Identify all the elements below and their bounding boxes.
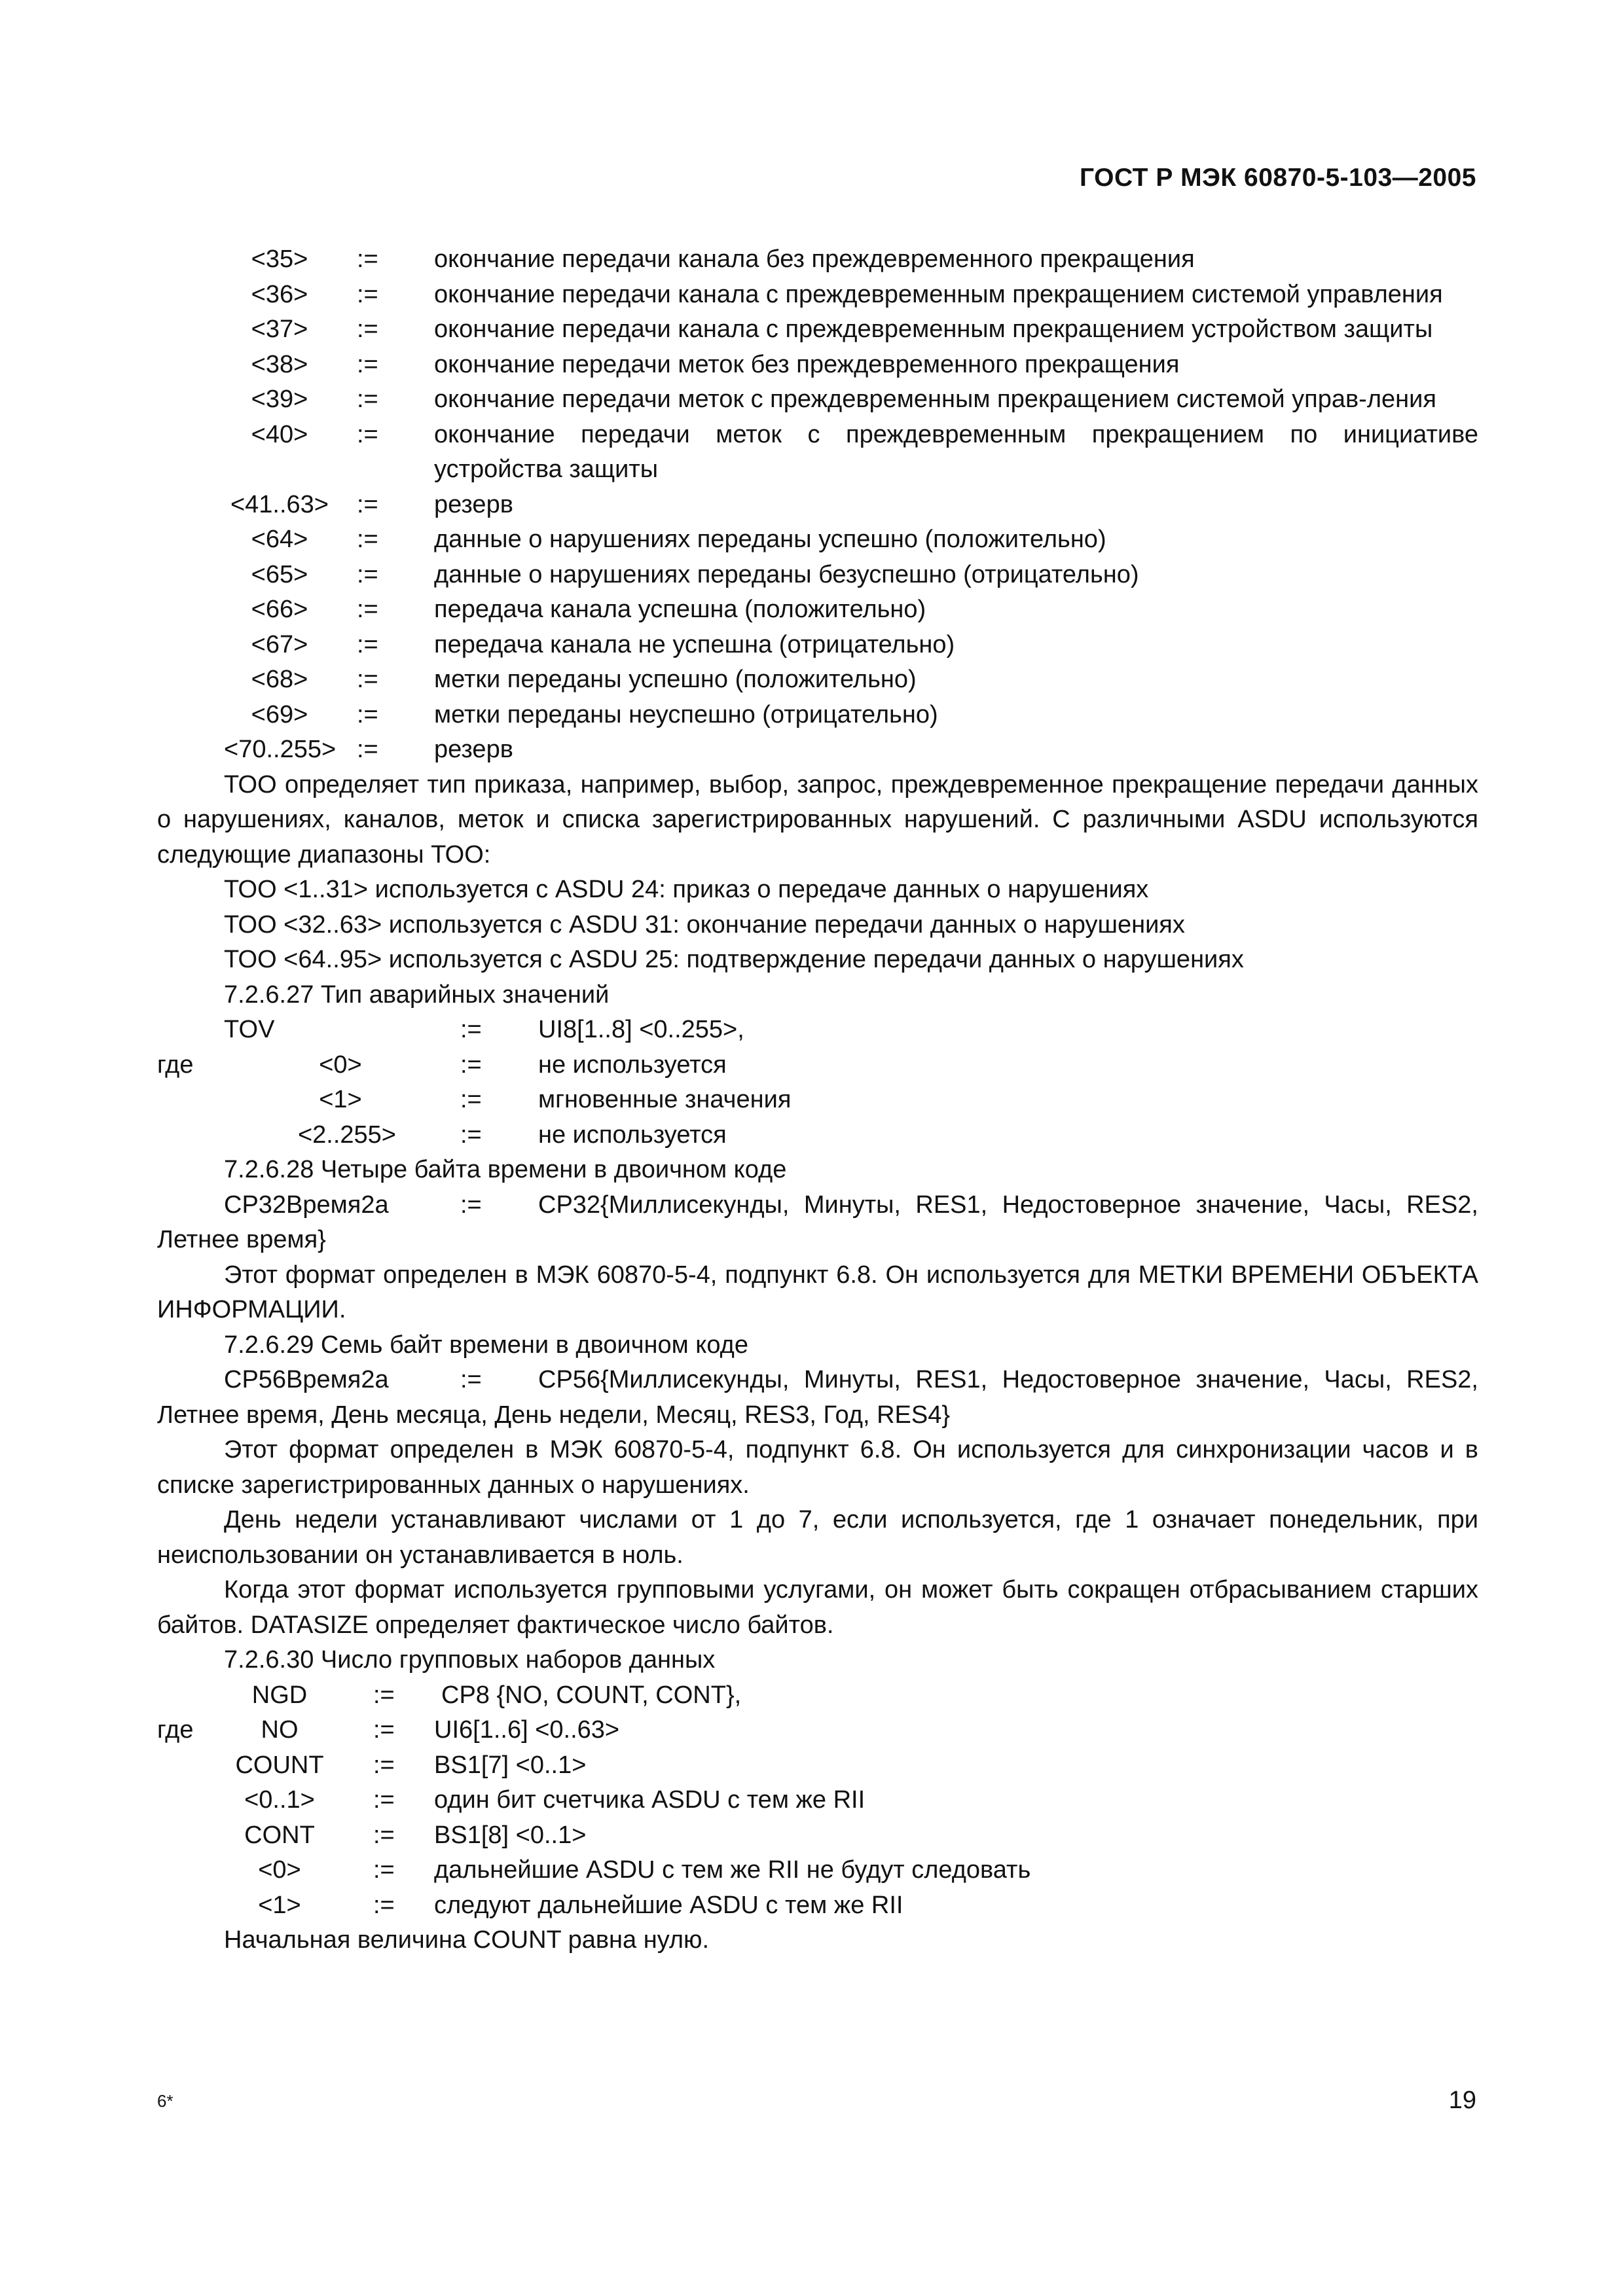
assign-operator: := xyxy=(460,1086,482,1113)
page-body xyxy=(157,242,1478,1958)
section-heading: 7.2.6.30 Число групповых наборов данных xyxy=(224,1646,716,1674)
cp56-value-continuation: Летнее время, День месяца, День недели, Месяц, RES3, Год, RES4} xyxy=(157,1401,951,1429)
assign-operator: := xyxy=(460,1050,482,1079)
definition-row xyxy=(157,242,1478,278)
definition-key: <36> xyxy=(251,280,308,308)
definition-row xyxy=(157,558,1478,593)
assign-operator: := xyxy=(373,1786,395,1814)
tov-key: TOV xyxy=(224,1016,275,1043)
tov-item-text: не используется xyxy=(538,1050,727,1079)
too-range-line: ТОО <32..63> используется с ASDU 31: окончание передачи данных о нарушениях xyxy=(224,910,1185,939)
tov-item-row xyxy=(157,1118,1478,1153)
cp56-value: CP56{Миллисекунды, Минуты, RES1, Недостоверное значение, Часы, RES2, xyxy=(538,1366,1478,1393)
section-heading: 7.2.6.28 Четыре байта времени в двоичном коде xyxy=(224,1156,787,1183)
definition-row xyxy=(157,628,1478,663)
cp32-key: CP32Время2а xyxy=(224,1191,389,1219)
assign-operator: := xyxy=(460,1191,482,1219)
page-number: 19 xyxy=(1448,2087,1476,2114)
tov-item-text: мгновенные значения xyxy=(538,1086,792,1113)
too-paragraph: ТОО определяет тип приказа, например, выбор, запрос, преждевременное прекращение передачи данных о нарушениях, каналов, меток и списка зарегистрированных нарушений. С различными ASDU используются следующие диапазоны ТОО: xyxy=(157,770,1478,869)
definition-key: <35> xyxy=(251,245,308,273)
tov-item-row xyxy=(157,1048,1478,1083)
definition-text: передача канала успешна (положительно) xyxy=(434,596,926,623)
assign-operator: := xyxy=(357,596,378,623)
section-heading: 7.2.6.27 Тип аварийных значений xyxy=(224,980,610,1009)
ngd-value: CP8 {NO, COUNT, CONT}, xyxy=(441,1681,742,1709)
definition-key: <38> xyxy=(251,350,308,378)
assign-operator: := xyxy=(373,1821,395,1849)
sheet-mark: 6* xyxy=(157,2091,173,2111)
definition-row xyxy=(157,418,1478,488)
tov-item-text: не используется xyxy=(538,1121,727,1149)
assign-operator: := xyxy=(373,1891,395,1919)
definition-row xyxy=(157,522,1478,558)
assign-operator: := xyxy=(357,560,378,588)
definition-key: <69> xyxy=(251,700,308,728)
tov-item-key: <0> xyxy=(319,1050,362,1079)
code-definitions-list xyxy=(157,242,1478,768)
definition-row xyxy=(157,488,1478,523)
ngd-item-key: <0..1> xyxy=(244,1786,315,1814)
definition-text: окончание передачи меток без преждевременного прекращения xyxy=(434,350,1180,378)
definition-row xyxy=(157,592,1478,628)
cp56-paragraph: Когда этот формат используется групповыми услугами, он может быть сокращен отбрасыванием старших байтов. DATASIZE определяет фактическое число байтов. xyxy=(157,1576,1478,1639)
tov-item-row xyxy=(157,1083,1478,1118)
definition-row xyxy=(157,698,1478,733)
definition-key: <39> xyxy=(251,386,308,413)
tov-value: UI8[1..8] <0..255>, xyxy=(538,1016,744,1043)
cp32-paragraph: Этот формат определен в МЭК 60870-5-4, подпункт 6.8. Он используется для МЕТКИ ВРЕМЕНИ ОБЪЕКТА ИНФОРМАЦИИ. xyxy=(157,1261,1478,1323)
definition-row xyxy=(157,732,1478,768)
definition-key: <37> xyxy=(251,315,308,343)
ngd-item-row xyxy=(157,1748,1478,1784)
cp56-definition xyxy=(157,1363,1478,1398)
assign-operator: := xyxy=(357,490,378,518)
where-label: где xyxy=(157,1716,194,1744)
assign-operator: := xyxy=(373,1856,395,1884)
ngd-item-row xyxy=(157,1818,1478,1854)
ngd-item-row xyxy=(157,1888,1478,1924)
ngd-key: NGD xyxy=(251,1681,308,1709)
ngd-item-key: <0> xyxy=(258,1856,301,1884)
definition-row xyxy=(157,278,1478,313)
assign-operator: := xyxy=(357,630,378,658)
assign-operator: := xyxy=(373,1716,395,1744)
ngd-item-row xyxy=(157,1713,1478,1748)
cp56-paragraph: Этот формат определен в МЭК 60870-5-4, подпункт 6.8. Он используется для синхронизации часов и в списке зарегистрированных данных о нарушениях. xyxy=(157,1436,1478,1499)
ngd-item-text: один бит счетчика ASDU с тем же RII xyxy=(434,1786,866,1814)
too-range-line: ТОО <64..95> используется с ASDU 25: подтверждение передачи данных о нарушениях xyxy=(224,946,1244,973)
definition-text: резерв xyxy=(434,736,513,763)
assign-operator: := xyxy=(357,280,378,308)
ngd-item-text: дальнейшие ASDU с тем же RII не будут следовать xyxy=(434,1856,1031,1884)
definition-text: окончание передачи канала без преждевременного прекращения xyxy=(434,245,1195,273)
ngd-item-key: CONT xyxy=(244,1821,315,1849)
definition-text: данные о нарушениях переданы успешно (положительно) xyxy=(434,526,1106,553)
definition-text: окончание передачи меток с преждевременным прекращением системой управ-ления xyxy=(434,386,1436,413)
definition-key: <68> xyxy=(251,666,308,693)
assign-operator: := xyxy=(357,245,378,273)
definition-text: данные о нарушениях переданы безуспешно (отрицательно) xyxy=(434,560,1139,588)
definition-text: передача канала не успешна (отрицательно) xyxy=(434,630,955,658)
assign-operator: := xyxy=(357,666,378,693)
assign-operator: := xyxy=(357,315,378,343)
definition-row xyxy=(157,382,1478,418)
definition-key: <64> xyxy=(251,526,308,553)
definition-key: <66> xyxy=(251,596,308,623)
definition-key: <40> xyxy=(251,420,308,448)
ngd-item-text: BS1[8] <0..1> xyxy=(434,1821,587,1849)
definition-text: окончание передачи канала с преждевременным прекращением устройством защиты xyxy=(434,315,1433,343)
assign-operator: := xyxy=(460,1366,482,1393)
ngd-item-row xyxy=(157,1853,1478,1888)
definition-text: метки переданы успешно (положительно) xyxy=(434,666,917,693)
ngd-item-text: следуют дальнейшие ASDU с тем же RII xyxy=(434,1891,903,1919)
assign-operator: := xyxy=(357,700,378,728)
assign-operator: := xyxy=(357,386,378,413)
cp56-paragraph: День недели устанавливают числами от 1 до 7, если используется, где 1 означает понедельник, при неиспользовании он устанавливается в ноль. xyxy=(157,1506,1478,1569)
ngd-item-text: BS1[7] <0..1> xyxy=(434,1751,587,1779)
definition-text: резерв xyxy=(434,490,513,518)
ngd-item-key: COUNT xyxy=(235,1751,324,1779)
assign-operator: := xyxy=(357,350,378,378)
cp32-value-continuation: Летнее время} xyxy=(157,1226,326,1253)
definition-key: <41..63> xyxy=(230,490,329,518)
assign-operator: := xyxy=(460,1016,482,1043)
too-range-line: ТОО <1..31> используется с ASDU 24: приказ о передаче данных о нарушениях xyxy=(224,876,1149,903)
definition-key: <65> xyxy=(251,560,308,588)
assign-operator: := xyxy=(357,420,378,448)
assign-operator: := xyxy=(460,1121,482,1149)
cp32-definition xyxy=(157,1188,1478,1223)
assign-operator: := xyxy=(373,1751,395,1779)
ngd-item-text: UI6[1..6] <0..63> xyxy=(434,1716,620,1744)
definition-text: окончание передачи канала с преждевременным прекращением системой управления xyxy=(434,280,1443,308)
definition-key: <70..255> xyxy=(224,736,337,763)
cp56-key: CP56Время2а xyxy=(224,1366,389,1393)
section-heading: 7.2.6.29 Семь байт времени в двоичном коде xyxy=(224,1331,748,1359)
ngd-item-key: NO xyxy=(261,1716,299,1744)
tov-definition xyxy=(157,1013,1478,1048)
definition-text: метки переданы неуспешно (отрицательно) xyxy=(434,700,938,728)
tov-item-key: <2..255> xyxy=(297,1121,397,1149)
where-label: где xyxy=(157,1050,194,1079)
assign-operator: := xyxy=(357,736,378,763)
assign-operator: := xyxy=(357,526,378,553)
definition-row xyxy=(157,348,1478,383)
ngd-item-row xyxy=(157,1783,1478,1818)
definition-row xyxy=(157,312,1478,348)
assign-operator: := xyxy=(373,1681,395,1709)
ngd-item-key: <1> xyxy=(258,1891,301,1919)
count-initial-note: Начальная величина COUNT равна нулю. xyxy=(224,1926,710,1954)
document-header: ГОСТ Р МЭК 60870-5-103—2005 xyxy=(1080,164,1476,192)
tov-item-key: <1> xyxy=(319,1086,362,1113)
definition-key: <67> xyxy=(251,630,308,658)
cp32-value: CP32{Миллисекунды, Минуты, RES1, Недостоверное значение, Часы, RES2, xyxy=(538,1191,1478,1219)
definition-text: окончание передачи меток с преждевременным прекращением по инициативе устройства защиты xyxy=(434,420,1478,483)
definition-row xyxy=(157,662,1478,698)
ngd-definition xyxy=(157,1678,1478,1713)
